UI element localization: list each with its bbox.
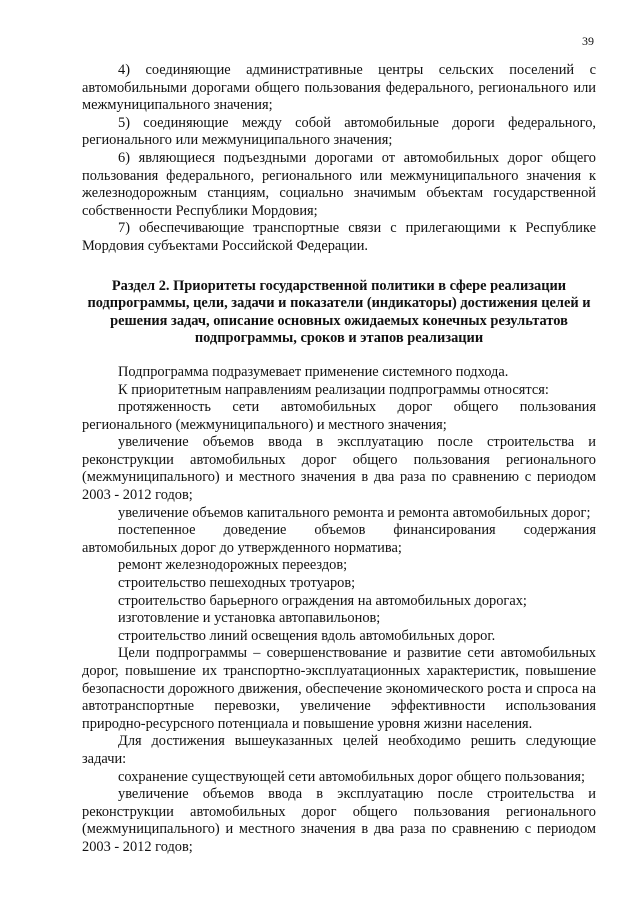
- priority-item: увеличение объемов ввода в эксплуатацию после строительства и реконструкции автомобильных дорог общего пользования регионального (межмуниципального) и местного значения в два раза по сравнению с периодом 2003 - 2012 годов;: [82, 434, 596, 504]
- priority-item: протяженность сети автомобильных дорог общего пользования регионального (межмуниципального) и местного значения;: [82, 399, 596, 433]
- tasks-intro: Для достижения вышеуказанных целей необходимо решить следующие задачи:: [82, 733, 596, 767]
- priority-item: строительство барьерного ограждения на автомобильных дорогах;: [118, 592, 527, 609]
- priority-item: ремонт железнодорожных переездов;: [118, 557, 348, 574]
- priority-item: увеличение объемов капитального ремонта и ремонта автомобильных дорог;: [118, 504, 591, 521]
- page-number: 39: [582, 34, 594, 48]
- list-item-7: 7) обеспечивающие транспортные связи с прилегающими к Республике Мордовия субъектами Российской Федерации.: [82, 220, 596, 254]
- priority-item: постепенное доведение объемов финансирования содержания автомобильных дорог до утвержденного норматива;: [82, 522, 596, 556]
- task-item: увеличение объемов ввода в эксплуатацию после строительства и реконструкции автомобильных дорог общего пользования регионального (межмуниципального) и местного значения в два раза по сравнению с периодом 2003 - 2012 годов;: [82, 786, 596, 855]
- task-item: сохранение существующей сети автомобильных дорог общего пользования;: [118, 768, 585, 785]
- priority-item: строительство линий освещения вдоль автомобильных дорог.: [118, 627, 496, 644]
- list-item-6: 6) являющиеся подъездными дорогами от автомобильных дорог общего пользования федерального, регионального или межмуниципального значения к железнодорожным станциям, социально значимым объектам государственной собственности Республики Мордовия;: [82, 149, 596, 219]
- list-item-5: 5) соединяющие между собой автомобильные дороги федерального, регионального или межмуниципального значения;: [82, 114, 596, 149]
- body-paragraph: К приоритетным направлениям реализации подпрограммы относятся:: [118, 381, 549, 398]
- goals-paragraph: Цели подпрограммы – совершенствование и развитие сети автомобильных дорог, повышение их транспортно-эксплуатационных характеристик, повышение безопасности дорожного движения, обеспечение экономического роста и спроса на автотранспортные перевозки, увеличение эффективности использования природно-ресурсного потенциала и повышение уровня жизни населения.: [82, 645, 596, 732]
- priority-item: строительство пешеходных тротуаров;: [118, 575, 356, 592]
- page-content: [82, 62, 596, 857]
- body-paragraph: Подпрограмма подразумевает применение системного подхода.: [118, 363, 509, 380]
- priority-item: изготовление и установка автопавильонов;: [118, 610, 381, 627]
- list-item-4: 4) соединяющие административные центры сельских поселений с автомобильными дорогами общего пользования федерального, регионального или межмуниципального значения;: [82, 62, 596, 114]
- section-heading: Раздел 2. Приоритеты государственной политики в сфере реализации подпрограммы, цели, задачи и показатели (индикаторы) достижения целей и решения задач, описание основных ожидаемых конечных результатов подпрограммы, сроков и этапов реализации: [87, 277, 591, 347]
